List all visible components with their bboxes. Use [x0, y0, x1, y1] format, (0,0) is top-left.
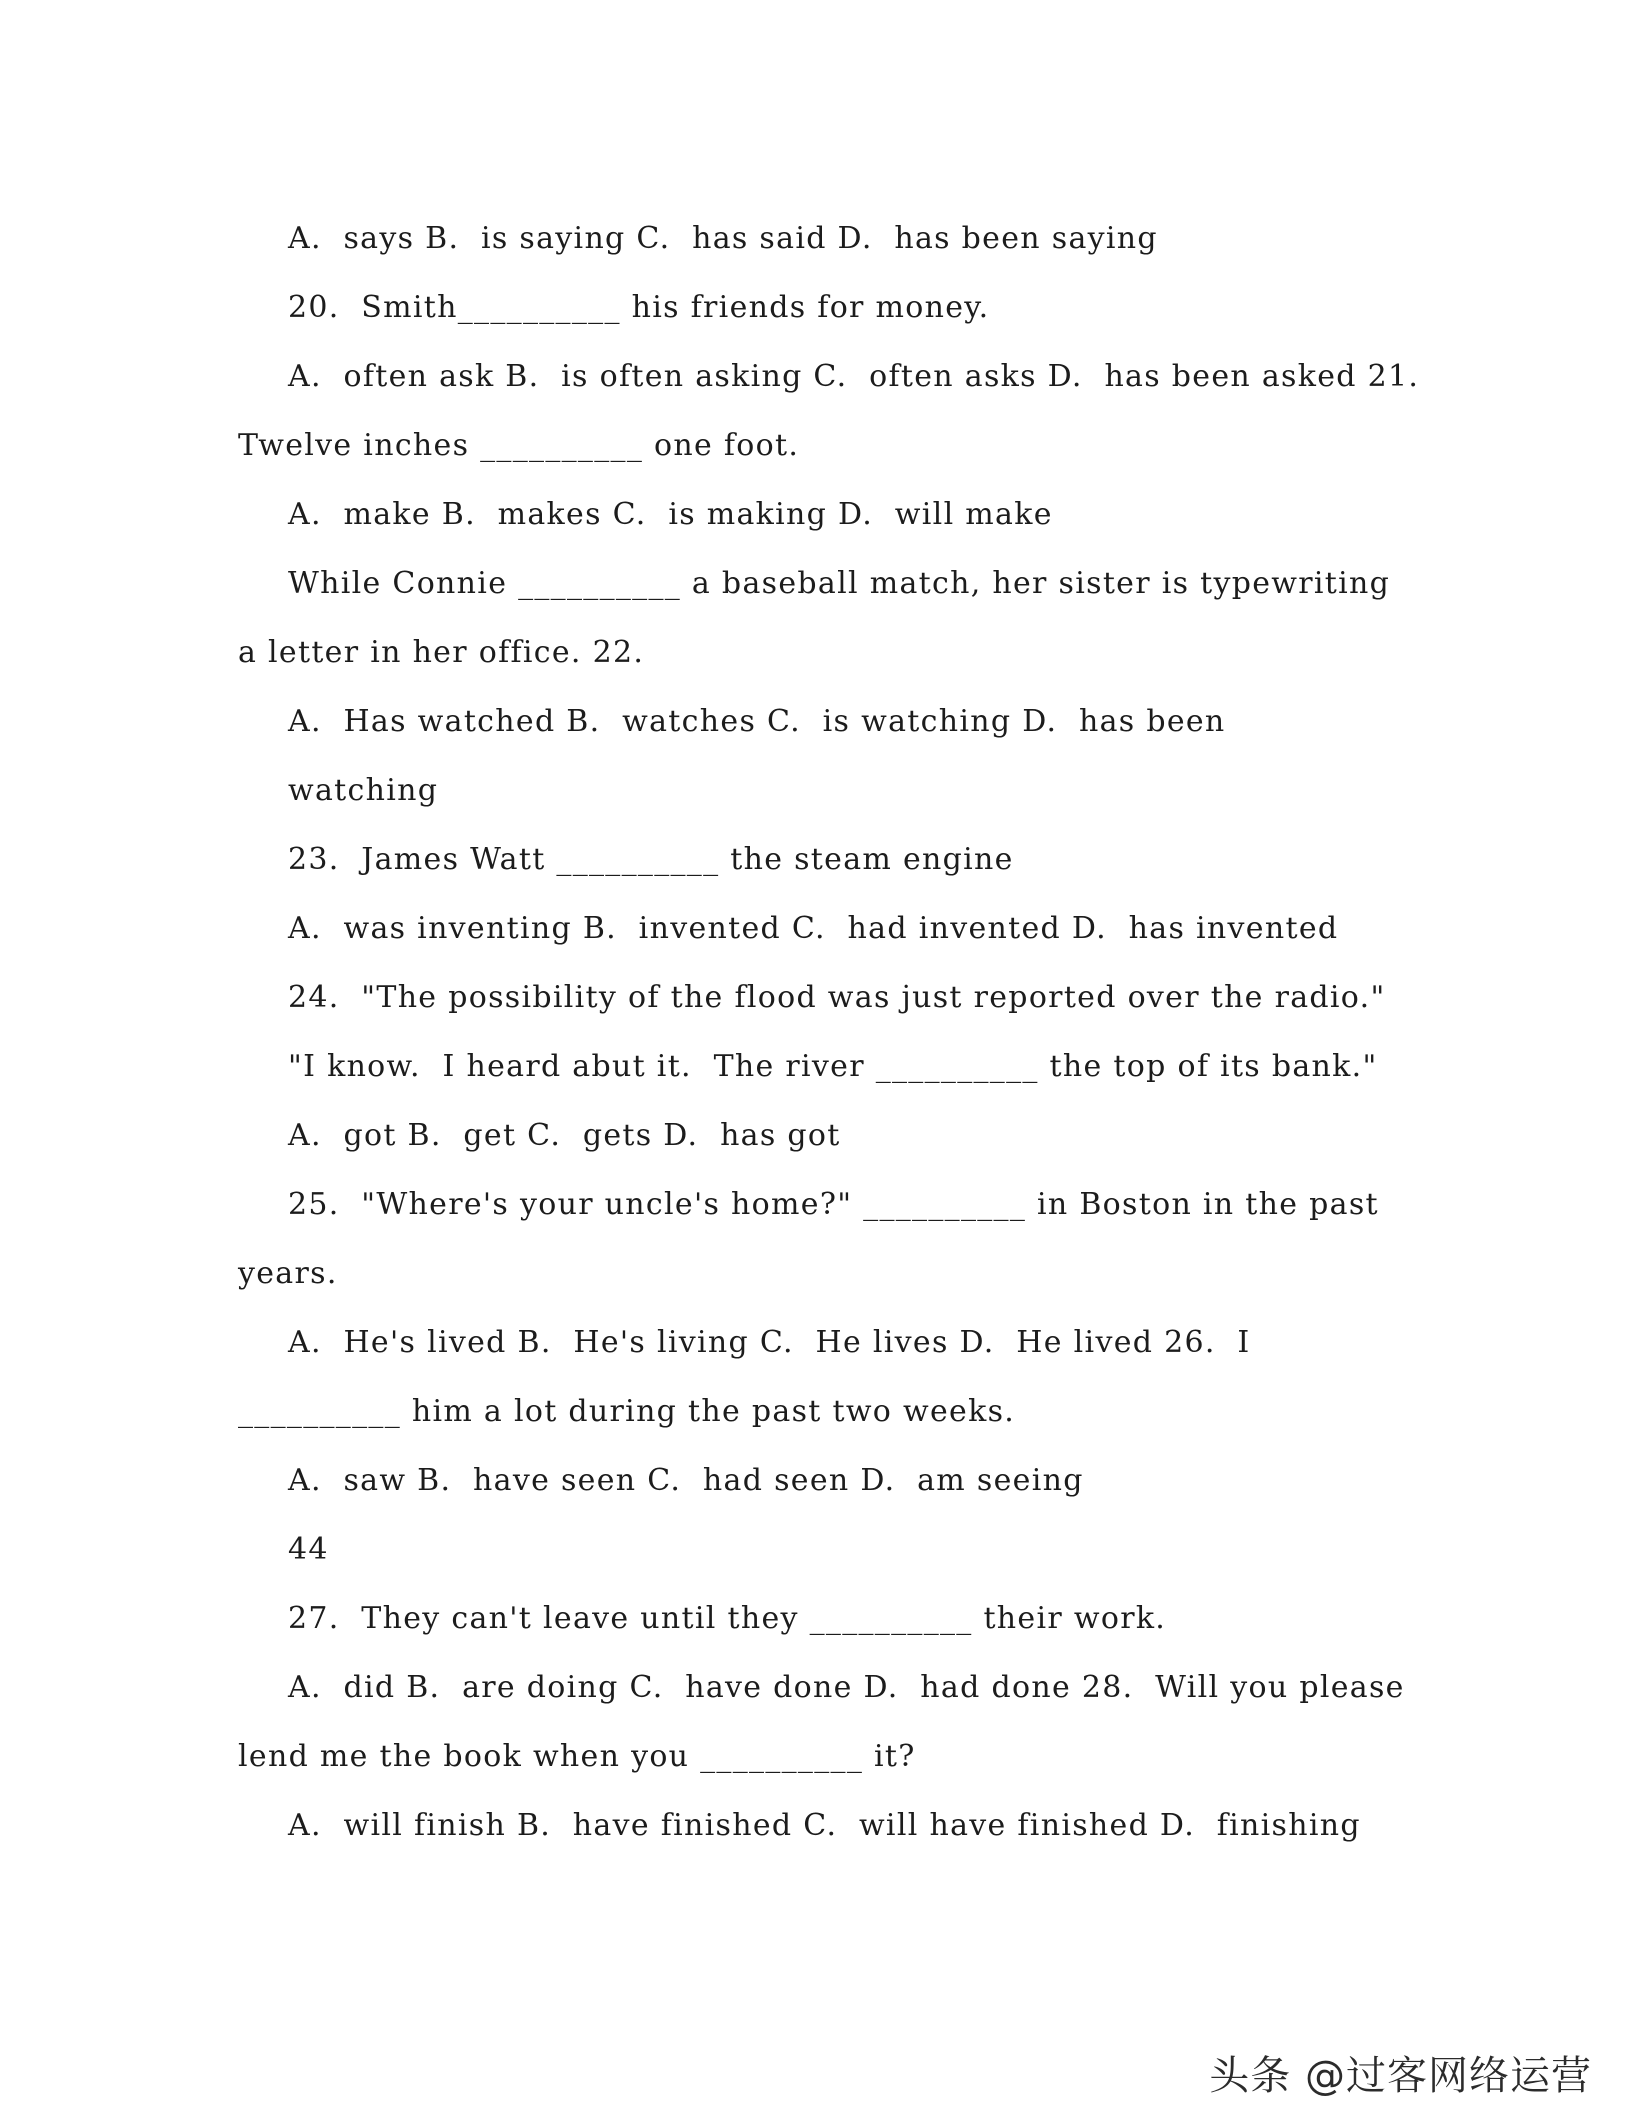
- watermark-text: 头条 @过客网络运营: [1209, 2053, 1592, 2099]
- text-line: lend me the book when you __________ it?: [238, 1739, 916, 1774]
- text-line: "I know. I heard abut it. The river __________ the top of its bank.": [288, 1049, 1378, 1084]
- text-line: Twelve inches __________ one foot.: [238, 428, 800, 463]
- text-line: A. was inventing B. invented C. had invented D. has invented: [288, 911, 1339, 946]
- text-line: years.: [238, 1256, 338, 1291]
- text-line: a letter in her office. 22.: [238, 635, 645, 670]
- text-line: 23. James Watt __________ the steam engine: [288, 842, 1014, 877]
- text-line: 27. They can't leave until they __________ their work.: [288, 1601, 1167, 1636]
- text-line: A. says B. is saying C. has said D. has been saying: [288, 221, 1158, 256]
- text-line: __________ him a lot during the past two weeks.: [238, 1394, 1016, 1429]
- text-line: While Connie __________ a baseball match, her sister is typewriting: [288, 566, 1391, 601]
- text-line: A. did B. are doing C. have done D. had done 28. Will you please: [288, 1670, 1405, 1705]
- page-number: 44: [288, 1532, 329, 1567]
- text-line: A. will finish B. have finished C. will have finished D. finishing: [288, 1808, 1361, 1843]
- text-line: 25. "Where's your uncle's home?" __________ in Boston in the past: [288, 1187, 1379, 1222]
- text-line: A. Has watched B. watches C. is watching D. has been: [288, 704, 1226, 739]
- text-line: 24. "The possibility of the flood was just reported over the radio.": [288, 980, 1386, 1015]
- text-line: A. He's lived B. He's living C. He lives D. He lived 26. I: [288, 1325, 1251, 1360]
- text-line: A. often ask B. is often asking C. often asks D. has been asked 21.: [288, 359, 1420, 394]
- text-line: A. saw B. have seen C. had seen D. am seeing: [288, 1463, 1084, 1498]
- text-line: A. make B. makes C. is making D. will make: [288, 497, 1053, 532]
- text-line: watching: [288, 773, 439, 808]
- text-line: 20. Smith__________ his friends for money.: [288, 290, 990, 325]
- text-line: A. got B. get C. gets D. has got: [288, 1118, 841, 1153]
